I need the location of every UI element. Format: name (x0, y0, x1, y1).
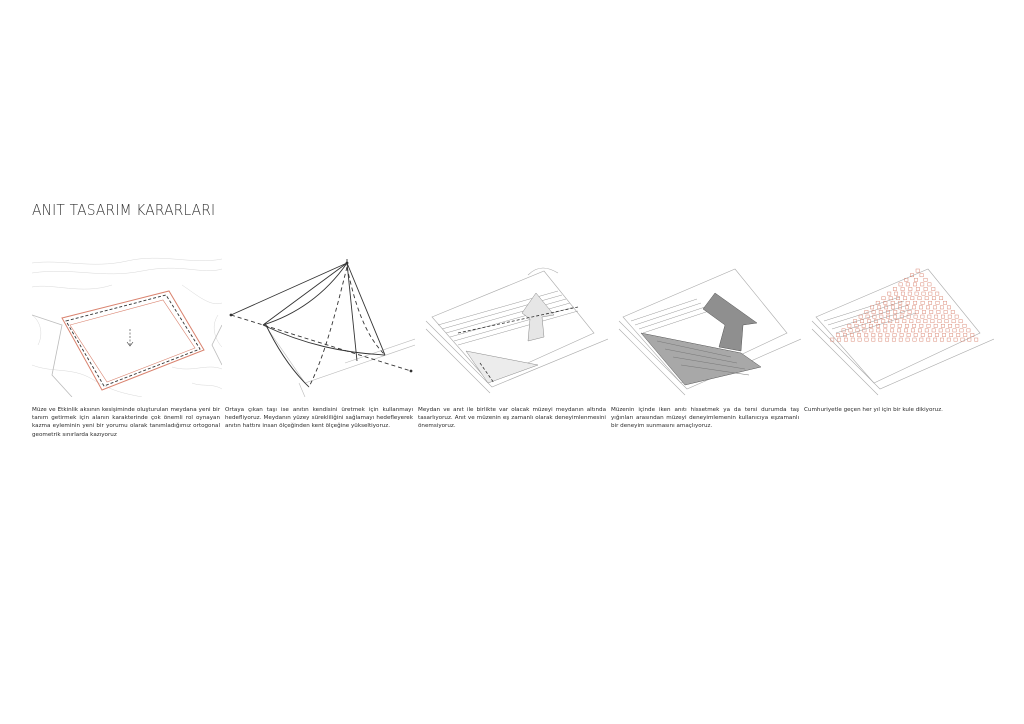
caption-4: Müzenin içinde iken anıtı hissetmek ya da tersi durumda taş yığınları arasından müzeyi deneyimlemenin kullanıcıya eşzamanlı bir deneyim sunmasını amaçlıyoruz. (611, 407, 799, 430)
tower (848, 324, 851, 327)
tower (945, 320, 948, 323)
diagram-towers (804, 255, 994, 397)
tower (893, 315, 896, 318)
tower (886, 333, 889, 336)
tower (924, 287, 927, 290)
monument-structure (231, 263, 385, 387)
tower (870, 329, 873, 332)
tower (928, 301, 931, 304)
museum-volume (641, 333, 761, 385)
tower (959, 320, 962, 323)
tower (913, 338, 916, 341)
tower (906, 283, 909, 286)
tower (891, 324, 894, 327)
tower (865, 338, 868, 341)
tower (891, 306, 894, 309)
tower (940, 306, 943, 309)
tower (967, 329, 970, 332)
page-title: ANIT TASARIM KARARLARI (32, 201, 216, 219)
tower (903, 320, 906, 323)
tower (946, 329, 949, 332)
tower (894, 292, 897, 295)
arrow-volume (522, 293, 554, 341)
tower (947, 338, 950, 341)
caption-5: Cumhuriyetle geçen her yıl için bir kule dikiyoruz. (804, 407, 943, 413)
tower (944, 310, 947, 313)
tower (918, 297, 921, 300)
tower (948, 315, 951, 318)
tower (922, 292, 925, 295)
tower (899, 283, 902, 286)
diagram-monument-lines (225, 255, 415, 397)
tower (937, 310, 940, 313)
tower (908, 310, 911, 313)
tower (949, 333, 952, 336)
tower (905, 306, 908, 309)
tower (891, 301, 894, 304)
tower (916, 287, 919, 290)
tower (925, 297, 928, 300)
tower (920, 338, 923, 341)
ramp-lines (824, 297, 916, 337)
tower (837, 338, 840, 341)
tower (932, 297, 935, 300)
tower (921, 283, 924, 286)
tower (960, 329, 963, 332)
tower (928, 315, 931, 318)
tower (955, 315, 958, 318)
tower (914, 278, 917, 281)
tower (906, 338, 909, 341)
tower (912, 306, 915, 309)
tower (913, 301, 916, 304)
tower (952, 320, 955, 323)
tower (921, 333, 924, 336)
tower (918, 329, 921, 332)
tower (932, 329, 935, 332)
monument-lines-drawing (225, 255, 415, 397)
tower (849, 329, 852, 332)
tower (927, 338, 930, 341)
tower (936, 292, 939, 295)
ramp-lines (438, 291, 578, 345)
tower (892, 338, 895, 341)
tower (943, 301, 946, 304)
excavation-outer (62, 291, 204, 390)
tower (859, 315, 862, 318)
tower (933, 338, 936, 341)
museum-experience-drawing (611, 255, 801, 397)
tower (904, 329, 907, 332)
towers-drawing (804, 255, 994, 397)
tower (921, 315, 924, 318)
tower (964, 333, 967, 336)
tower (924, 320, 927, 323)
tower (921, 301, 924, 304)
tower (911, 297, 914, 300)
tower (951, 310, 954, 313)
tower (916, 269, 919, 272)
tower (932, 287, 935, 290)
tower (882, 297, 885, 300)
tower (893, 287, 896, 290)
diagram-museum-below (418, 255, 608, 397)
tower (896, 320, 899, 323)
caption-3: Meydan ve anıt ile birlikte var olacak müzeyi meydanın altında tasarlıyoruz. Anıt ve müzenin eş zamanlı olarak deneyimlenmesini önemsiyoruz. (418, 407, 606, 430)
tower (912, 324, 915, 327)
tower (906, 301, 909, 304)
diagram-excavation (32, 255, 222, 397)
tower (920, 324, 923, 327)
tower (956, 324, 959, 327)
tower (882, 320, 885, 323)
tower (877, 329, 880, 332)
tower (890, 329, 893, 332)
tower (936, 301, 939, 304)
terrain-lines (32, 315, 222, 397)
monument-dashed (231, 257, 411, 387)
tower (910, 320, 913, 323)
diagram-museum-experience (611, 255, 801, 397)
tower (900, 333, 903, 336)
tower (884, 324, 887, 327)
tower (948, 324, 951, 327)
tower (914, 333, 917, 336)
excavation-drawing (32, 255, 222, 397)
tower (885, 338, 888, 341)
tower (865, 333, 868, 336)
tower (947, 306, 950, 309)
tower (963, 324, 966, 327)
tower (925, 329, 928, 332)
caption-1: Müze ve Etkinlik aksının kesişiminde oluşturulan meydana yeni bir tanım getirmek için alanın karakterinde çok önemli rol oynayan kazma eyleminin yeni bir yorumu olarak tanımladığımız ortogonal geometrik sınırlarda kazıyoruz (32, 407, 220, 438)
tower (880, 315, 883, 318)
tower (872, 338, 875, 341)
tower (913, 283, 916, 286)
tower (941, 315, 944, 318)
tower (851, 338, 854, 341)
tower (939, 297, 942, 300)
tower (911, 329, 914, 332)
tower (919, 306, 922, 309)
tower (940, 338, 943, 341)
tower (920, 274, 923, 277)
tower (928, 333, 931, 336)
tower (857, 333, 860, 336)
excavation-inner (70, 300, 195, 382)
tower (909, 287, 912, 290)
tower (836, 333, 839, 336)
tower (975, 338, 978, 341)
tower (934, 315, 937, 318)
tower (933, 306, 936, 309)
tower (879, 338, 882, 341)
tower (915, 292, 918, 295)
tower (924, 278, 927, 281)
tower (899, 338, 902, 341)
tower (931, 320, 934, 323)
tower (954, 338, 957, 341)
tower (957, 333, 960, 336)
tower (858, 338, 861, 341)
tower (888, 292, 891, 295)
arrow-volume (703, 293, 757, 351)
site-outline (426, 268, 608, 393)
terrain-contours (32, 258, 222, 397)
tower (879, 333, 882, 336)
tower (908, 292, 911, 295)
tower (898, 324, 901, 327)
tower (894, 310, 897, 313)
ramp-lines (631, 299, 709, 333)
tower (897, 329, 900, 332)
tower (930, 310, 933, 313)
tower (935, 333, 938, 336)
tower (893, 333, 896, 336)
tower (917, 320, 920, 323)
tower (850, 333, 853, 336)
tower (928, 283, 931, 286)
tower (905, 324, 908, 327)
tower (901, 292, 904, 295)
tower (926, 306, 929, 309)
tower (907, 333, 910, 336)
tower (934, 324, 937, 327)
caption-2: Ortaya çıkan taşı ise anıtın kendisini üretmek için kullanmayı hedefliyoruz. Meydanın yüzey sürekliliğini sağlamayı hedefleyerek anıtın hattını insan ölçeğinden kent ölçeğine yükseltiyoruz. (225, 407, 413, 430)
down-arrow (127, 329, 133, 346)
tower (953, 329, 956, 332)
tower (914, 315, 917, 318)
museum-block (466, 351, 538, 383)
tower (901, 287, 904, 290)
tower (844, 338, 847, 341)
tower (939, 329, 942, 332)
tower (929, 292, 932, 295)
tower (903, 297, 906, 300)
tower (938, 320, 941, 323)
tower-stack (831, 269, 978, 341)
tower (922, 310, 925, 313)
tower (941, 324, 944, 327)
tower (872, 333, 875, 336)
museum-below-drawing (418, 255, 608, 397)
end-markers (230, 262, 413, 373)
tower (884, 329, 887, 332)
tower (942, 333, 945, 336)
tower (927, 324, 930, 327)
